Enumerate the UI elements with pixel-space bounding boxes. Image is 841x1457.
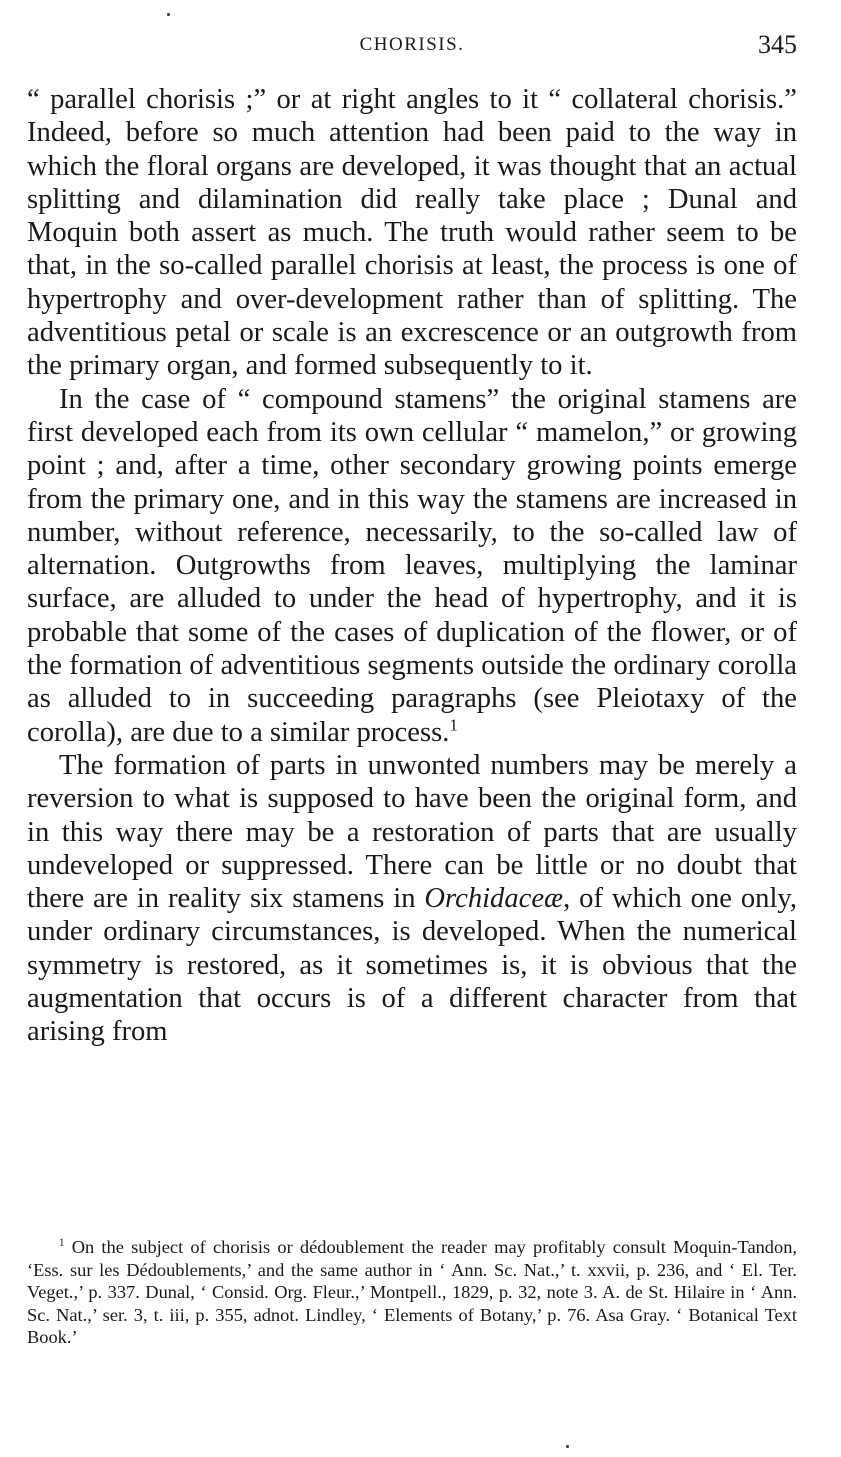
footnote-text: On the subject of chorisis or dédoublement the reader may profitably consult Moquin-Tandon, ‘Ess. sur les Dédoublements,’ and the same author in ‘ Ann. Sc. Nat.,’ t. xxvii, p. 236, and ‘ El. Ter. Veget.,’ p. 337. Dunal, ‘ Consid. Org. Fleur.,’ Montpell., 1829, p. 32, note 3. A. de St. Hilaire in ‘ Ann. Sc. Nat.,’ ser. 3, t. iii, p. 355, adnot. Lindley, ‘ Elements of Botany,’ p. 76. Asa Gray. ‘ Botanical Text Book.’ bbox=[27, 1237, 797, 1347]
footnote-marker: 1 bbox=[59, 1236, 65, 1249]
page-number: 345 bbox=[758, 30, 797, 59]
footnotes bbox=[27, 1236, 797, 1349]
page-header bbox=[27, 30, 797, 64]
print-speck bbox=[566, 1445, 569, 1448]
paragraph-1: “ parallel chorisis ;” or at right angles to it “ collateral chorisis.” Indeed, before so much attention had been paid to the way in which the floral organs are developed, it was thought that an actual splitting and dilamination did really take place ; Dunal and Moquin both assert as much. The truth would rather seem to be that, in the so-called parallel chorisis at least, the process is one of hypertrophy and over-development rather than of splitting. The adventitious petal or scale is an excrescence or an outgrowth from the primary organ, and formed subsequently to it. bbox=[27, 84, 797, 382]
paragraph-3-text-end: , of which one only, under ordinary circumstances, is developed. When the numerical symmetry is restored, as it sometimes is, it is obvious that the augmentation that occurs is of a different character from that arising from bbox=[27, 883, 797, 1048]
body-text bbox=[27, 83, 797, 1049]
print-speck bbox=[167, 13, 170, 16]
footnote-reference: 1 bbox=[449, 715, 458, 735]
paragraph-3 bbox=[27, 749, 797, 1049]
running-head: CHORISIS. bbox=[359, 34, 465, 55]
footnote-1 bbox=[27, 1236, 797, 1349]
paragraph-3-text-start: The formation of parts in unwonted numbers may be merely a reversion to what is supposed to have been the original form, and in this way there may be a restoration of parts that are usually undeveloped or suppressed. There can be little or no doubt that there are in reality six stamens in bbox=[27, 749, 797, 915]
paragraph-2-text: In the case of “ compound stamens” the original stamens are first developed each from its own cellular “ mamelon,” or growing point ; and, after a time, other secondary growing points emerge from the primary one, and in this way the stamens are increased in number, without reference, necessarily, to the so-called law of alternation. Outgrowths from leaves, multiplying the laminar surface, are alluded to under the head of hypertrophy, and it is probable that some of the cases of duplication of the flower, or of the formation of adventitious segments outside the ordinary corolla as alluded to in succeeding paragraphs (see Pleiotaxy of the corolla), are due to a similar process. bbox=[27, 383, 797, 748]
paragraph-2 bbox=[27, 383, 797, 749]
paragraph-3-italic-taxon: Orchidaceæ bbox=[424, 883, 564, 915]
